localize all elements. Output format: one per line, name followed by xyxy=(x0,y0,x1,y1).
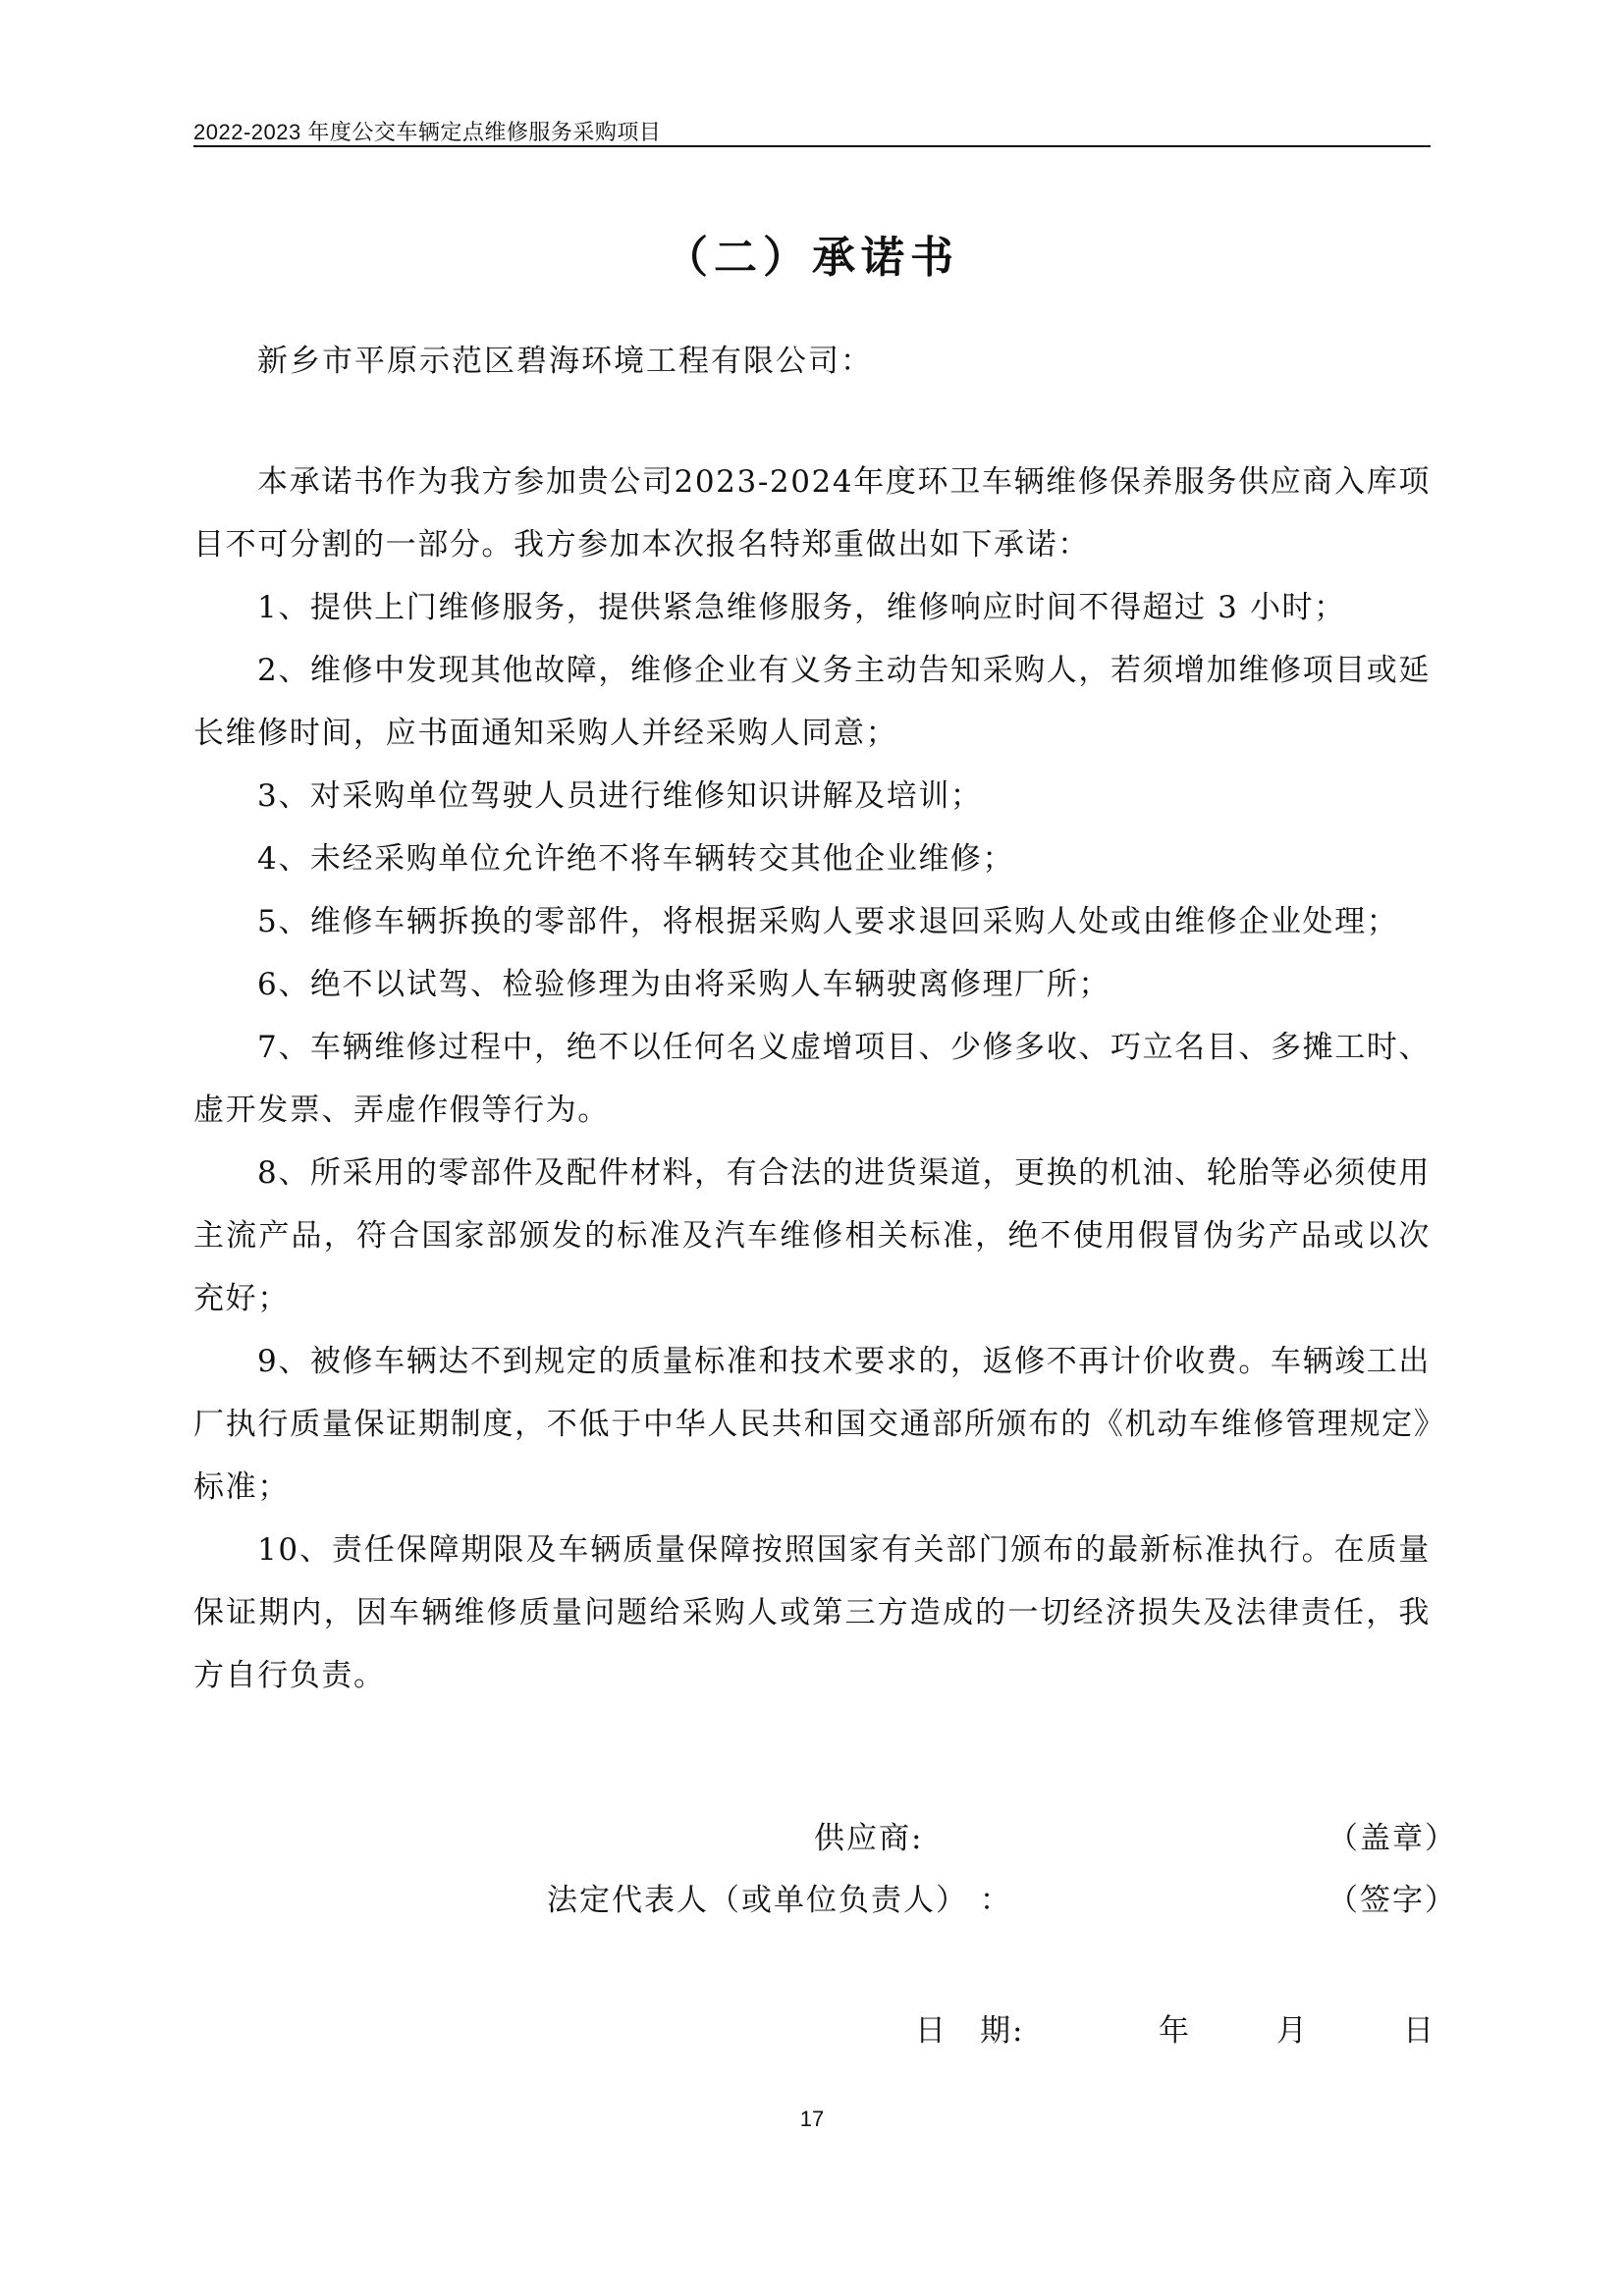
date-label: 日 期: xyxy=(915,2013,1025,2049)
legal-rep-label: 法定代表人（或单位负责人） ： xyxy=(547,1883,1012,1918)
commitment-item-6: 6、绝不以试驾、检验修理为由将采购人车辆驶离修理厂所； xyxy=(257,967,1110,1002)
legal-rep-sign-note: （签字） xyxy=(1327,1883,1457,1918)
commitment-item-1: 1、提供上门维修服务，提供紧急维修服务，维修响应时间不得超过 3 小时； xyxy=(257,590,1346,625)
header-rule xyxy=(193,145,1431,147)
commitment-item-5: 5、维修车辆拆换的零部件，将根据采购人要求退回采购人处或由维修企业处理； xyxy=(257,904,1399,939)
commitment-item-7: 7、车辆维修过程中，绝不以任何名义虚增项目、少修多收、巧立名目、多摊工时、虚开发票、弄虚作假等行为。 xyxy=(193,1030,1431,1128)
intro-paragraph: 本承诺书作为我方参加贵公司2023-2024年度环卫车辆维修保养服务供应商入库项目不可分割的一部分。我方参加本次报名特郑重做出如下承诺： xyxy=(193,464,1431,562)
salutation: 新乡市平原示范区碧海环境工程有限公司： xyxy=(257,344,873,379)
document-title: （二）承诺书 xyxy=(665,233,959,283)
supplier-seal-note: （盖章） xyxy=(1327,1821,1457,1856)
running-header: 2022-2023 年度公交车辆定点维修服务采购项目 xyxy=(193,120,662,144)
page-number: 17 xyxy=(799,2107,825,2131)
date-month: 月 xyxy=(1276,2013,1309,2049)
commitment-item-2: 2、维修中发现其他故障，维修企业有义务主动告知采购人，若须增加维修项目或延长维修时间，应书面通知采购人并经采购人同意； xyxy=(193,653,1431,751)
commitment-item-4: 4、未经采购单位允许绝不将车辆转交其他企业维修； xyxy=(257,841,1015,877)
commitment-item-9: 9、被修车辆达不到规定的质量标准和技术要求的，返修不再计价收费。车辆竣工出厂执行质量保证期制度，不低于中华人民共和国交通部所颁布的《机动车维修管理规定》标准； xyxy=(193,1344,1431,1505)
date-day: 日 xyxy=(1403,2013,1435,2049)
commitment-item-8: 8、所采用的零部件及配件材料，有合法的进货渠道，更换的机油、轮胎等必须使用主流产品，符合国家部颁发的标准及汽车维修相关标准，绝不使用假冒伪劣产品或以次充好； xyxy=(193,1155,1431,1316)
commitment-item-10: 10、责任保障期限及车辆质量保障按照国家有关部门颁布的最新标准执行。在质量保证期内，因车辆维修质量问题给采购人或第三方造成的一切经济损失及法律责任，我方自行负责。 xyxy=(193,1532,1431,1693)
supplier-label: 供应商: xyxy=(814,1821,924,1856)
commitment-item-3: 3、对采购单位驾驶人员进行维修知识讲解及培训； xyxy=(257,778,983,814)
date-year: 年 xyxy=(1159,2013,1191,2049)
